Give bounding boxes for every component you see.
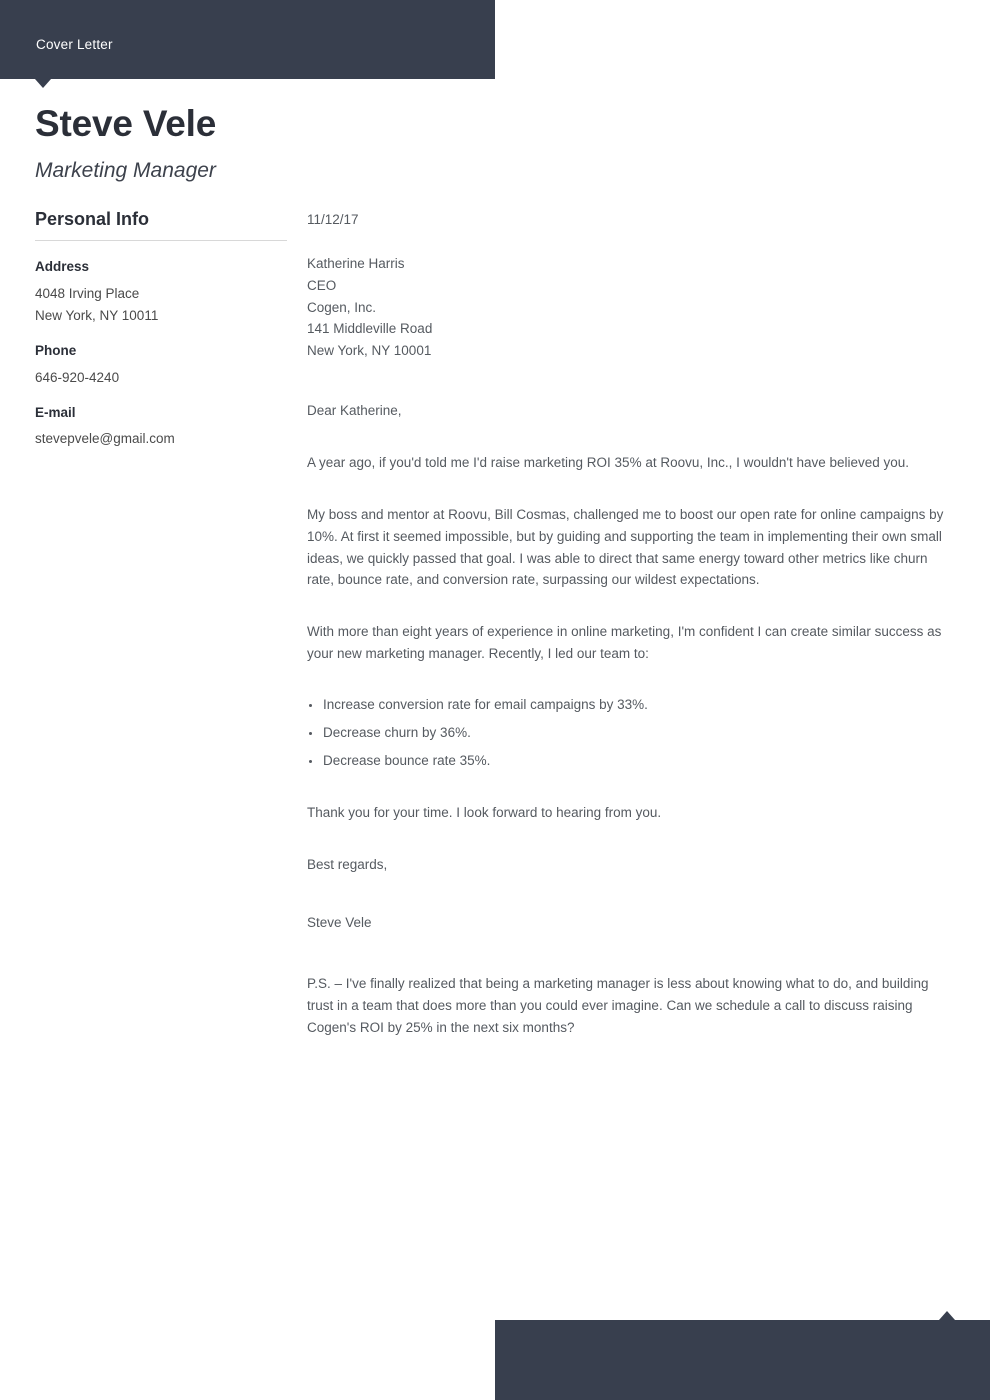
list-item: Decrease bounce rate 35%. [307, 751, 955, 772]
letter-date: 11/12/17 [307, 212, 359, 227]
info-label-address: Address [35, 259, 90, 274]
info-value-address-line-2: New York, NY 10011 [35, 307, 159, 323]
document-footer-bar [495, 1320, 990, 1400]
letter-paragraph-3: With more than eight years of experience in online marketing, I'm confident I can create similar success as your new marketing manager. Recently, I led our team to: [307, 624, 942, 662]
personal-info-sidebar [35, 209, 287, 465]
info-group-email [35, 403, 287, 451]
info-group-address [35, 257, 287, 327]
info-label-email: E-mail [35, 404, 76, 420]
footer-notch-triangle [939, 1311, 955, 1320]
applicant-name: Steve Vele [35, 103, 217, 144]
document-header-bar [0, 0, 495, 79]
info-value-phone[interactable]: 646-920-4240 [35, 369, 120, 385]
recipient-name: Katherine Harris [307, 255, 405, 271]
identity-block [35, 103, 465, 183]
sidebar-divider [35, 240, 287, 241]
recipient-company: Cogen, Inc. [307, 299, 377, 315]
info-label-phone: Phone [35, 343, 77, 359]
document-type-label: Cover Letter [36, 37, 113, 52]
letter-paragraph-1: A year ago, if you'd told me I'd raise marketing ROI 35% at Roovu, Inc., I wouldn't have believed you. [307, 455, 910, 471]
recipient-street: 141 Middleville Road [307, 321, 433, 337]
letter-postscript: P.S. – I've finally realized that being a marketing manager is less about knowing what to do, and building trust in a team that does more than you could ever imagine. Can we schedule a call to discuss raising Cogen's ROI by 25% in the next six months? [307, 976, 929, 1036]
applicant-job-title: Marketing Manager [35, 158, 216, 182]
recipient-city-state-zip: New York, NY 10001 [307, 343, 432, 359]
sidebar-heading: Personal Info [35, 209, 150, 229]
letter-paragraph-2: My boss and mentor at Roovu, Bill Cosmas, challenged me to boost our open rate for online campaigns by 10%. At first it seemed impossible, but by guiding and supporting the team in implementing their own small ideas, we quickly passed that goal. I was able to direct that same energy toward other metrics like churn rate, bounce rate, and conversion rate, surpassing our wildest expectations. [307, 506, 944, 588]
letter-signoff: Best regards, [307, 856, 388, 872]
achievements-list [307, 695, 955, 772]
info-value-address-line-1: 4048 Irving Place [35, 285, 140, 301]
letter-salutation: Dear Katherine, [307, 403, 402, 419]
list-item: Increase conversion rate for email campaigns by 33%. [307, 695, 955, 716]
info-group-phone [35, 341, 287, 389]
recipient-title: CEO [307, 277, 337, 293]
list-item: Decrease churn by 36%. [307, 723, 955, 744]
info-value-email[interactable]: stevepvele@gmail.com [35, 431, 175, 447]
letter-signature-name: Steve Vele [307, 914, 372, 930]
header-notch-triangle [35, 79, 51, 88]
letter-body [307, 209, 955, 1039]
recipient-address-block [307, 253, 955, 362]
letter-closing: Thank you for your time. I look forward to hearing from you. [307, 804, 662, 820]
